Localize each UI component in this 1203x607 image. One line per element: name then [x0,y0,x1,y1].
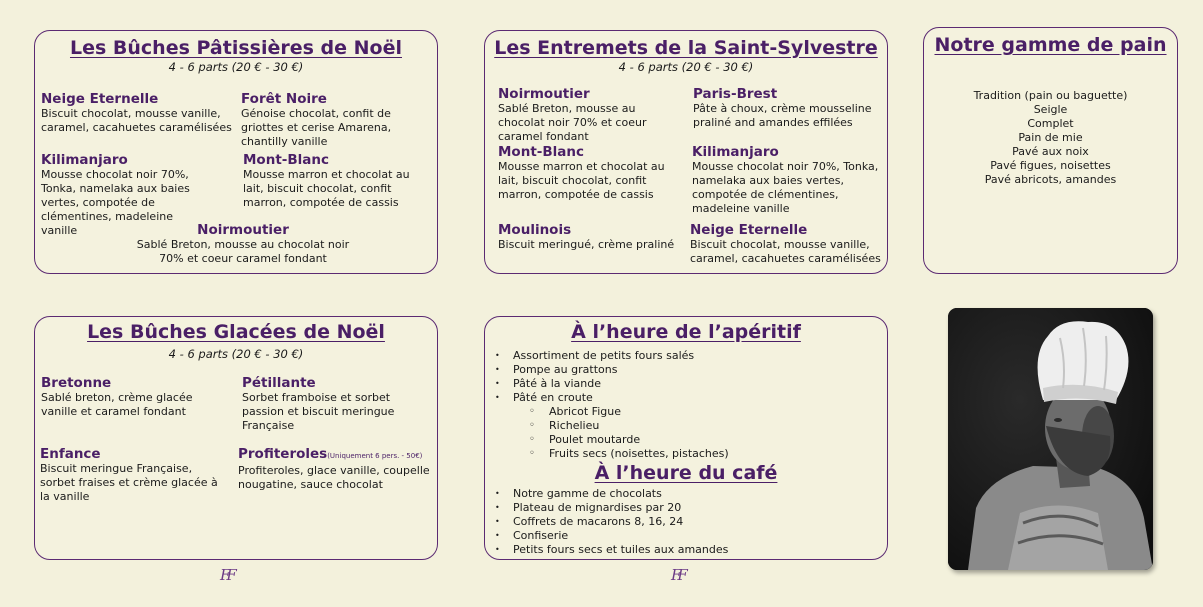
item-description: Biscuit meringué, crème praliné [498,238,675,251]
list-item: • Plateau de mignardises par 20 [491,501,728,515]
menu-item [690,222,886,266]
cafe-title: À l’heure du café [594,462,778,484]
item-name: Mont-Blanc [498,144,585,160]
sub-list-item: ◦ Fruits secs (noisettes, pistaches) [513,447,729,461]
item-name: Kilimanjaro [692,144,779,160]
chef-photo [948,308,1153,570]
item-name: Moulinois [498,222,572,238]
pain-card [923,27,1178,274]
item-description: Sablé Breton, mousse au chocolat noir 70% et coeur caramel fondant [498,102,647,143]
list-item-text: Pâté en croute [513,391,593,404]
item-description: Sorbet framboise et sorbet passion et biscuit meringue Française [242,391,395,432]
item-description: Biscuit chocolat, mousse vanille, caramel, cacahuetes caramélisées [690,238,881,265]
chef-illustration [948,308,1153,570]
item-description: Génoise chocolat, confit de griottes et cerise Amarena, chantilly vanille [241,107,392,148]
item-description: Mousse chocolat noir 70%, Tonka, namelaka aux baies vertes, compotée de clémentines, madeleine vanille [41,168,190,237]
cafe-list [491,487,728,557]
bread-item: Complet [1027,117,1074,130]
menu-item [41,375,213,419]
item-name: Pétillante [242,375,316,391]
item-name: Neige Eternelle [690,222,808,238]
item-name: Bretonne [41,375,112,391]
bread-item: Pavé aux noix [1012,145,1089,158]
menu-item [243,152,415,210]
card-title: Les Bûches Glacées de Noël [87,321,385,343]
aperitif-cafe-card [484,316,888,560]
item-description: Mousse marron et chocolat au lait, biscuit chocolat, confit marron, compotée de cassis [498,160,665,201]
list-item [491,391,729,461]
sub-list-item: ◦ Poulet moutarde [513,433,729,447]
bread-item: Tradition (pain ou baguette) [973,89,1128,102]
entremets-card [484,30,888,274]
item-note: (Uniquement 6 pers. - 50€) [327,452,423,460]
menu-item [40,446,220,504]
menu-item [241,91,401,149]
list-item: • Coffrets de macarons 8, 16, 24 [491,515,728,529]
item-description: Sablé Breton, mousse au chocolat noir 70% et coeur caramel fondant [136,238,350,265]
card-subtitle: 4 - 6 parts (20 € - 30 €) [168,347,304,361]
buches-glacees-card [34,316,438,560]
buches-patissieres-card [34,30,438,274]
bread-item: Pavé figues, noisettes [990,159,1111,172]
item-name: Kilimanjaro [41,152,128,168]
item-name: Mont-Blanc [243,152,330,168]
menu-item [131,222,355,266]
item-description: Mousse marron et chocolat au lait, biscuit chocolat, confit marron, compotée de cassis [243,168,410,209]
list-item: • Pompe au grattons [491,363,729,377]
menu-item [41,91,236,135]
bread-item: Seigle [1033,103,1068,116]
list-item: • Pâté à la viande [491,377,729,391]
item-description: Mousse chocolat noir 70%, Tonka, namelaka aux baies vertes, compotée de clémentines, madeleine vanille [692,160,879,215]
menu-item [498,86,663,144]
brand-logo: FF [671,566,684,584]
item-name-text: Profiteroles [238,446,328,462]
card-title: Notre gamme de pain [934,34,1167,56]
item-description: Profiteroles, glace vanille, coupelle nougatine, sauce chocolat [238,464,430,491]
list-item: • Notre gamme de chocolats [491,487,728,501]
menu-item [242,375,407,433]
list-item: • Petits fours secs et tuiles aux amandes [491,543,728,557]
item-name: Noirmoutier [498,86,590,102]
card-subtitle: 4 - 6 parts (20 € - 30 €) [168,60,304,74]
item-description: Biscuit meringue Française, sorbet fraises et crème glacée à la vanille [40,462,218,503]
item-name: Noirmoutier [197,222,289,238]
menu-item [498,222,688,252]
menu-item [692,144,882,216]
sub-list-item: ◦ Richelieu [513,419,729,433]
card-title: Les Bûches Pâtissières de Noël [69,37,402,59]
menu-item [498,144,673,202]
sub-list-item: ◦ Abricot Figue [513,405,729,419]
item-description: Pâte à choux, crème mousseline praliné and amandes effilées [693,102,872,129]
aperitif-list [491,349,729,461]
item-name [238,446,436,464]
card-subtitle: 4 - 6 parts (20 € - 30 €) [618,60,754,74]
bread-list [924,89,1177,187]
bread-item: Pavé abricots, amandes [984,173,1117,186]
menu-item [238,446,436,492]
list-item: • Assortiment de petits fours salés [491,349,729,363]
item-description: Biscuit chocolat, mousse vanille, caramel, cacahuetes caramélisées [41,107,232,134]
card-title: Les Entremets de la Saint-Sylvestre [494,37,878,59]
item-name: Paris-Brest [693,86,778,102]
bread-item: Pain de mie [1018,131,1083,144]
list-item: • Confiserie [491,529,728,543]
menu-item [693,86,875,130]
item-name: Enfance [40,446,101,462]
brand-logo: FF [220,566,233,584]
aperitif-title: À l’heure de l’apéritif [571,321,801,343]
pate-sub-list [513,405,729,461]
item-name: Forêt Noire [241,91,327,107]
item-name: Neige Eternelle [41,91,159,107]
item-description: Sablé breton, crème glacée vanille et caramel fondant [41,391,193,418]
